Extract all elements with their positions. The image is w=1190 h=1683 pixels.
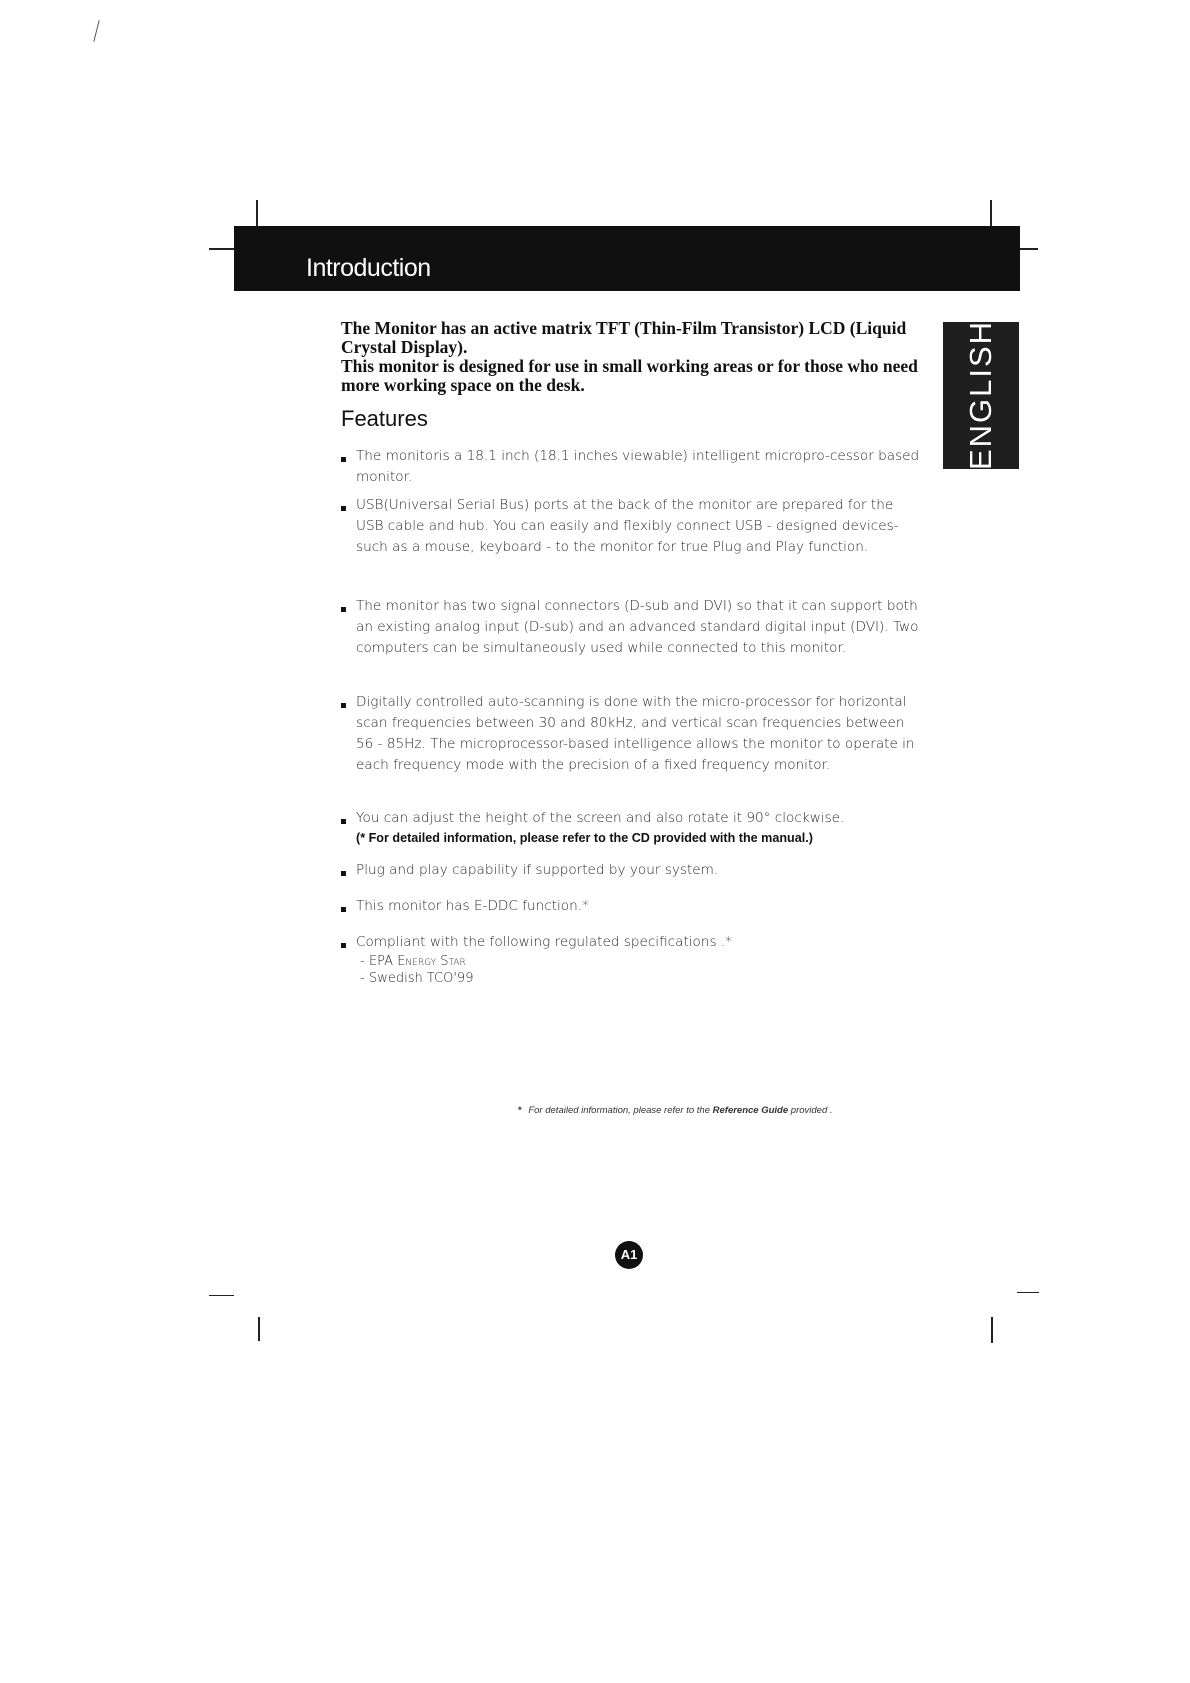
footnote-text: For detailed information, please refer to the <box>528 1105 710 1116</box>
feature-item <box>341 860 921 881</box>
footnote-tail: provided . <box>790 1105 833 1116</box>
bullet-icon <box>341 457 346 462</box>
crop-mark <box>1020 248 1038 250</box>
bullet-icon <box>341 907 346 912</box>
cd-reference-note: (* For detailed information, please refer to the CD provided with the manual.) <box>356 831 813 845</box>
intro-text <box>341 319 921 395</box>
spec-tco99: - Swedish TCO'99 <box>360 971 474 986</box>
spec-energy-star: - EPA Energy Star <box>360 954 466 969</box>
feature-text: You can adjust the height of the screen and also rotate it 90° clockwise. <box>356 810 845 826</box>
bullet-icon <box>341 703 346 708</box>
stray-mark <box>93 20 99 42</box>
feature-text: This monitor has E-DDC function.* <box>356 898 589 914</box>
language-tab-label: ENGLISH <box>963 319 998 471</box>
feature-item <box>341 896 921 917</box>
bullet-icon <box>341 871 346 876</box>
intro-line-2: This monitor is designed for use in small working areas or for those who need more working space on the desk. <box>341 356 918 395</box>
feature-item <box>341 932 921 987</box>
footnote-star: * <box>518 1105 522 1116</box>
feature-text: Plug and play capability if supported by your system. <box>356 862 719 878</box>
feature-text: Digitally controlled auto-scanning is done with the micro-processor for horizontal scan frequencies between 30 and 80kHz, and vertical scan frequencies between 56 - 85Hz. The microprocessor-based intelligence allows the monitor to operate in each frequency mode with the precision of a fixed frequency monitor. <box>356 694 915 773</box>
crop-mark <box>209 248 234 250</box>
features-heading: Features <box>341 406 428 431</box>
feature-text: Compliant with the following regulated specifications .* <box>356 934 733 950</box>
feature-text: The monitor has two signal connectors (D-sub and DVI) so that it can support both an existing analog input (D-sub) and an advanced standard digital input (DVI). Two computers can be simultaneously used while connected to this monitor. <box>356 598 919 656</box>
footnote-reference: Reference Guide <box>712 1105 789 1116</box>
feature-text: USB(Universal Serial Bus) ports at the back of the monitor are prepared for the USB cable and hub. You can easily and flexibly connect USB - designed devices-such as a mouse, keyboard - to the monitor for true Plug and Play function. <box>356 497 899 555</box>
crop-mark <box>1017 1292 1039 1293</box>
page-number-badge: A1 <box>615 1241 643 1269</box>
footnote <box>518 1105 833 1116</box>
feature-item <box>341 446 921 488</box>
section-title: Introduction <box>306 254 431 282</box>
bullet-icon <box>341 506 346 511</box>
feature-item <box>341 495 921 558</box>
crop-mark <box>258 1317 260 1341</box>
bullet-icon <box>341 819 346 824</box>
intro-line-1: The Monitor has an active matrix TFT (Thin-Film Transistor) LCD (Liquid Crystal Display). <box>341 318 907 357</box>
crop-mark <box>209 1295 234 1296</box>
bullet-icon <box>341 943 346 948</box>
bullet-icon <box>341 607 346 612</box>
feature-item <box>341 596 921 659</box>
feature-item <box>341 692 921 776</box>
feature-text: The monitoris a 18.1 inch (18.1 inches viewable) intelligent micropro-cessor based monitor. <box>356 448 920 485</box>
crop-mark <box>990 200 992 226</box>
feature-item <box>341 808 921 847</box>
crop-mark <box>991 1317 993 1343</box>
crop-mark <box>256 200 258 226</box>
